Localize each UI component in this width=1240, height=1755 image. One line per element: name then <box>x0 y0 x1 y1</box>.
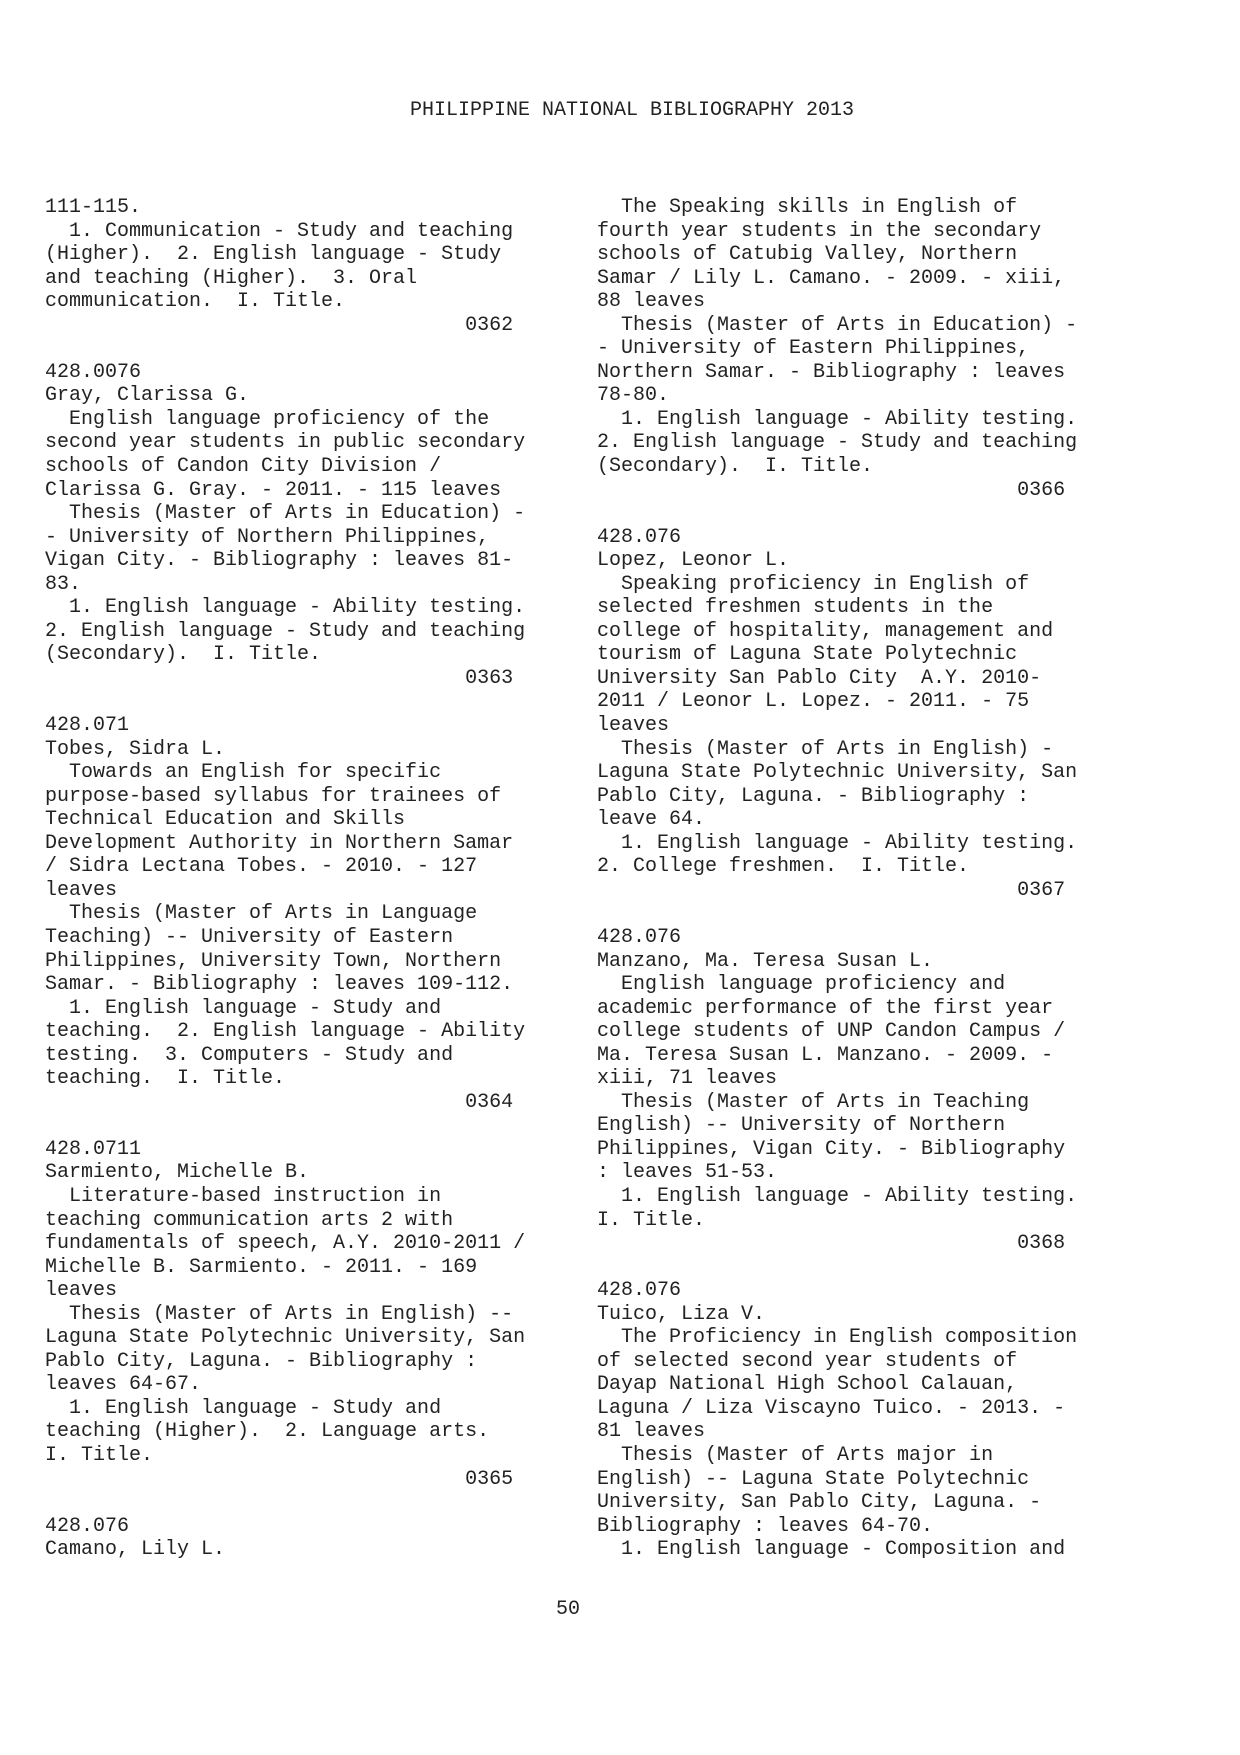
entry-line: 2. English language - Study and teaching <box>45 619 526 643</box>
entry-line: 81 leaves <box>597 1420 706 1444</box>
entry-line: Gray, Clarissa G. <box>45 384 250 408</box>
entry-line: English) -- Laguna State Polytechnic <box>597 1467 1030 1491</box>
entry-line: 0364 <box>45 1090 514 1114</box>
entry-line: second year students in public secondary <box>45 431 526 455</box>
entry-line: Thesis (Master of Arts in Teaching <box>597 1090 1030 1114</box>
entry-line: Pablo City, Laguna. - Bibliography : <box>597 784 1030 808</box>
entry-line: Philippines, University Town, Northern <box>45 949 502 973</box>
entry-line: English) -- University of Northern <box>597 1114 1006 1138</box>
entry-line: schools of Catubig Valley, Northern <box>597 243 1018 267</box>
entry-line: - University of Northern Philippines, <box>45 525 490 549</box>
entry-line: fourth year students in the secondary <box>597 219 1042 243</box>
entry-line: 111-115. <box>45 196 142 219</box>
entry-line: 428.076 <box>597 525 682 549</box>
entry-line: (Higher). 2. English language - Study <box>45 243 502 267</box>
entry-line: testing. 3. Computers - Study and <box>45 1043 454 1067</box>
entry-line: 1. English language - Ability testing. <box>597 831 1078 855</box>
entry-line: communication. I. Title. <box>45 290 346 314</box>
entry-line: 428.076 <box>597 1279 682 1303</box>
entry-line: Tobes, Sidra L. <box>45 737 226 761</box>
entry-line: selected freshmen students in the <box>597 596 994 620</box>
bibliography-title: PHILIPPINE NATIONAL BIBLIOGRAPHY 2013 <box>409 98 855 122</box>
entry-line: 428.071 <box>45 714 130 738</box>
entry-line: Literature-based instruction in <box>45 1184 442 1208</box>
entry-line: I. Title. <box>597 1208 706 1232</box>
entry-line: Northern Samar. - Bibliography : leaves <box>597 360 1066 384</box>
entry-line: English language proficiency and <box>597 973 1006 997</box>
entry-line: schools of Candon City Division / <box>45 455 442 479</box>
entry-line: Towards an English for specific <box>45 761 442 785</box>
entry-line: Manzano, Ma. Teresa Susan L. <box>597 949 934 973</box>
entry-line: 0363 <box>45 666 514 690</box>
entry-line: 0365 <box>45 1467 514 1491</box>
entry-line <box>45 1491 575 1515</box>
entry-line: academic performance of the first year <box>597 996 1054 1020</box>
entry-line: The Proficiency in English composition <box>597 1326 1078 1350</box>
entry-line: 0367 <box>597 878 1066 902</box>
entry-line: Thesis (Master of Arts in Language <box>45 902 478 926</box>
entry-line: college students of UNP Candon Campus / <box>597 1020 1066 1044</box>
entry-line: Teaching) -- University of Eastern <box>45 925 454 949</box>
entry-line: Samar / Lily L. Camano. - 2009. - xiii, <box>597 266 1066 290</box>
entry-line: 0368 <box>597 1232 1066 1256</box>
entry-line: and teaching (Higher). 3. Oral <box>45 266 418 290</box>
entry-line <box>45 690 575 714</box>
entry-line: Sarmiento, Michelle B. <box>45 1161 310 1185</box>
entry-line: University San Pablo City A.Y. 2010- <box>597 666 1042 690</box>
entry-line: tourism of Laguna State Polytechnic <box>597 643 1018 667</box>
page-header <box>0 75 1240 122</box>
entry-line: 428.076 <box>45 1514 130 1538</box>
entry-line: 0366 <box>597 478 1066 502</box>
entry-line: Thesis (Master of Arts in English) - <box>597 737 1054 761</box>
entry-line: - University of Eastern Philippines, <box>597 337 1030 361</box>
entry-line: 1. English language - Study and <box>45 1396 442 1420</box>
entry-line: / Sidra Lectana Tobes. - 2010. - 127 <box>45 855 478 879</box>
entry-line: fundamentals of speech, A.Y. 2010-2011 / <box>45 1232 526 1256</box>
entry-line: Pablo City, Laguna. - Bibliography : <box>45 1349 478 1373</box>
right-column <box>597 196 1127 1562</box>
entry-line: leaves 64-67. <box>45 1373 202 1397</box>
entry-line: teaching. 2. English language - Ability <box>45 1020 526 1044</box>
entry-line: leaves <box>45 1279 118 1303</box>
entry-line: Lopez, Leonor L. <box>597 549 790 573</box>
entry-line: Thesis (Master of Arts in Education) - <box>45 502 526 526</box>
entry-line: Camano, Lily L. <box>45 1538 226 1562</box>
entry-line: Philippines, Vigan City. - Bibliography <box>597 1137 1066 1161</box>
page-number: 50 <box>555 1598 580 1621</box>
entry-line: 83. <box>45 572 82 596</box>
entry-line: The Speaking skills in English of <box>597 196 1018 219</box>
entry-line <box>597 502 1127 526</box>
entry-line: Laguna / Liza Viscayno Tuico. - 2013. - <box>597 1396 1066 1420</box>
entry-line: 88 leaves <box>597 290 706 314</box>
entry-line: Development Authority in Northern Samar <box>45 831 514 855</box>
entry-line: teaching. I. Title. <box>45 1067 286 1091</box>
entry-line: Michelle B. Sarmiento. - 2011. - 169 <box>45 1255 478 1279</box>
entry-line: xiii, 71 leaves <box>597 1067 778 1091</box>
entry-line <box>45 1114 575 1138</box>
entry-line: teaching (Higher). 2. Language arts. <box>45 1420 490 1444</box>
entry-line: 1. English language - Ability testing. <box>45 596 526 620</box>
entry-line: Thesis (Master of Arts in English) -- <box>45 1302 514 1326</box>
entry-line: 2. College freshmen. I. Title. <box>597 855 970 879</box>
entry-line: Laguna State Polytechnic University, San <box>597 761 1078 785</box>
entry-line: 1. English language - Study and <box>45 996 442 1020</box>
entry-line: 2. English language - Study and teaching <box>597 431 1078 455</box>
entry-line: leaves <box>45 878 118 902</box>
entry-line: Thesis (Master of Arts in Education) - <box>597 313 1078 337</box>
entry-line: 78-80. <box>597 384 670 408</box>
entry-line: 1. English language - Composition and <box>597 1538 1066 1562</box>
entry-line: (Secondary). I. Title. <box>597 455 874 479</box>
entry-line: I. Title. <box>45 1443 154 1467</box>
entry-line: : leaves 51-53. <box>597 1161 778 1185</box>
entry-line: Technical Education and Skills <box>45 808 406 832</box>
entry-line: 1. English language - Ability testing. <box>597 407 1078 431</box>
entry-line: Dayap National High School Calauan, <box>597 1373 1018 1397</box>
entry-line: Tuico, Liza V. <box>597 1302 766 1326</box>
entry-line: Ma. Teresa Susan L. Manzano. - 2009. - <box>597 1043 1054 1067</box>
entry-line: 1. Communication - Study and teaching <box>45 219 514 243</box>
entry-line: Vigan City. - Bibliography : leaves 81- <box>45 549 514 573</box>
entry-line: college of hospitality, management and <box>597 619 1054 643</box>
entry-line: leaves <box>597 714 670 738</box>
entry-line: 428.0076 <box>45 360 142 384</box>
entry-line: Bibliography : leaves 64-70. <box>597 1514 934 1538</box>
entry-line: Clarissa G. Gray. - 2011. - 115 leaves <box>45 478 502 502</box>
entry-line: Samar. - Bibliography : leaves 109-112. <box>45 973 514 997</box>
entry-line <box>597 902 1127 926</box>
entry-line: 0362 <box>45 313 514 337</box>
entry-line: teaching communication arts 2 with <box>45 1208 454 1232</box>
left-column <box>45 196 575 1562</box>
entry-line: 1. English language - Ability testing. <box>597 1184 1078 1208</box>
entry-line: of selected second year students of <box>597 1349 1018 1373</box>
entry-line: English language proficiency of the <box>45 407 490 431</box>
entry-line <box>597 1256 1127 1280</box>
entry-line <box>45 337 575 361</box>
entry-line: 428.076 <box>597 925 682 949</box>
entry-line: Thesis (Master of Arts major in <box>597 1443 994 1467</box>
entry-line: Laguna State Polytechnic University, San <box>45 1326 526 1350</box>
entry-line: Speaking proficiency in English of <box>597 572 1030 596</box>
entry-line: 428.0711 <box>45 1137 142 1161</box>
entry-line: 2011 / Leonor L. Lopez. - 2011. - 75 <box>597 690 1030 714</box>
entry-line: (Secondary). I. Title. <box>45 643 322 667</box>
entry-line: leave 64. <box>597 808 706 832</box>
entry-line: University, San Pablo City, Laguna. - <box>597 1491 1042 1515</box>
entry-line: purpose-based syllabus for trainees of <box>45 784 502 808</box>
